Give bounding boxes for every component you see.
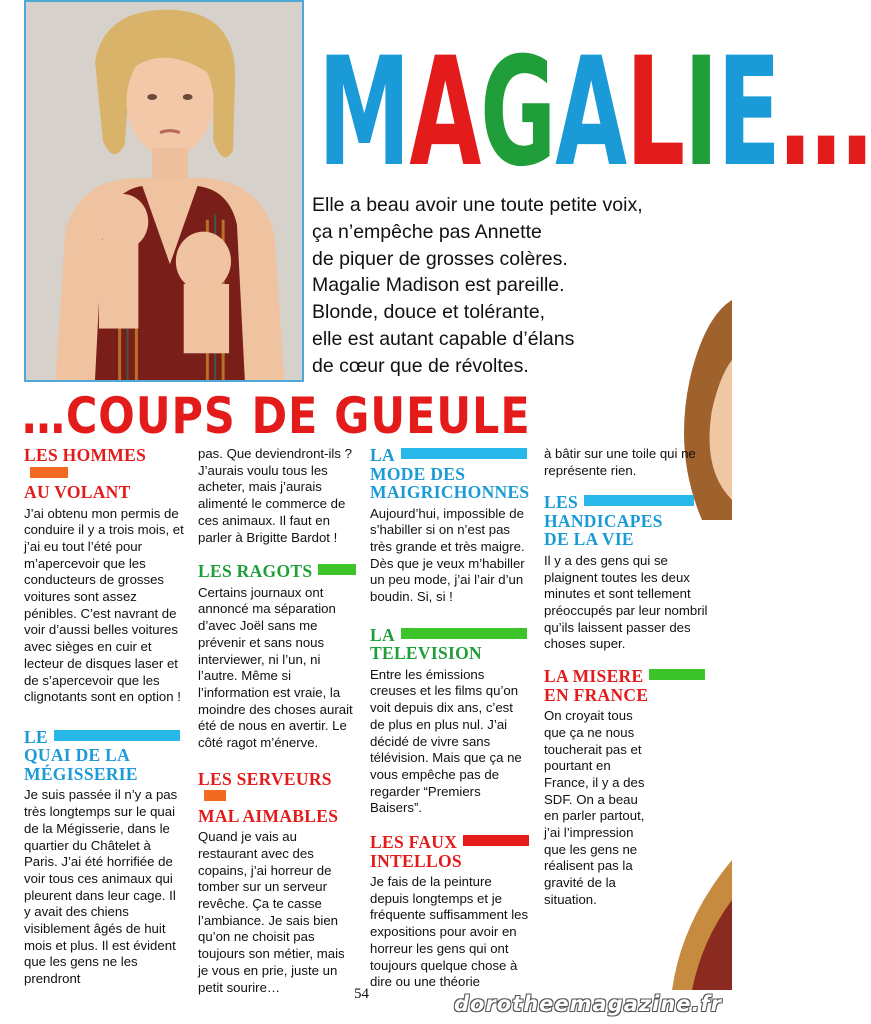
column-1 — [24, 446, 184, 1002]
title-letter: M — [318, 26, 410, 200]
intro-line: Magalie Madison est pareille. — [312, 274, 565, 297]
watermark-text: dorotheemagazine.fr — [453, 992, 722, 1016]
article-text: Il y a des gens qui se plaignent toutes les deux minutes et sont tellement préoccupés par leur nombril qu’ils laissent passer des choses super. — [544, 552, 708, 652]
heading-color-bar — [649, 669, 705, 680]
title-letter: G — [480, 26, 556, 200]
intro-line: de piquer de grosses colères. — [312, 247, 568, 270]
heading-color-bar — [401, 628, 527, 639]
heading-color-bar — [54, 730, 180, 741]
heading-color-bar — [204, 790, 226, 801]
intro-line: Blonde, douce et tolérante, — [312, 301, 546, 324]
intro-line: ça n’empêche pas Annette — [312, 220, 542, 243]
heading-color-bar — [318, 564, 356, 575]
intro-line: elle est autant capable d’élans — [312, 327, 575, 350]
heading-les-hommes-au-volant: LES HOMMES AU VOLANT — [24, 445, 147, 502]
title-letter: I — [683, 26, 718, 200]
heading-color-bar — [584, 495, 694, 506]
article-text: à bâtir sur une toile qui ne représente rien. — [544, 446, 696, 478]
portrait-illustration — [26, 2, 302, 380]
title-letter: … — [779, 26, 871, 200]
heading-color-bar — [30, 467, 68, 478]
heading-quai-de-la-megisserie: LE QUAI DE LA MÉGISSERIE — [24, 728, 184, 784]
section-subtitle: …COUPS DE GUEULE — [22, 387, 531, 445]
intro-line: Elle a beau avoir une toute petite voix, — [312, 194, 643, 216]
column-4 — [544, 446, 709, 923]
article-text: pas. Que deviendront-ils ? J’aurais voulu tous les acheter, mais j’aurais alimenté le commerce de ces animaux. Il faut en parler à Brigitte Bardot ! — [198, 446, 352, 545]
heading-color-bar — [463, 835, 529, 846]
heading-color-bar — [401, 448, 527, 459]
main-title — [318, 26, 871, 200]
article-text: Entre les émissions creuses et les films qu’on voit depuis dix ans, c’est de plus en plus nul. J’ai décidé de vivre sans télévision. Mais que ça ne vous empêche pas de regarder “Premiers Baisers”. — [370, 666, 522, 816]
heading-les-serveurs-mal-aimables: LES SERVEURS MAL AIMABLES — [198, 768, 339, 826]
heading-les-ragots: LES RAGOTS — [198, 562, 358, 581]
article-text: Certains journaux ont annoncé ma séparation d’avec Joël sans me prévenir et sans nous interviewer, ni l’un, ni l’autre. Même si l’information est vraie, la moindre des choses aurait été de nous en avertir. Le côté ragot m’énerve. — [198, 584, 353, 751]
article-text: Aujourd’hui, impossible de s’habiller si on n’est pas très grande et très maigre. Dès que je veux m’habiller un peu mode, j’ai l’air d’un boudin. Si, si ! — [370, 505, 525, 605]
article-text: J’ai obtenu mon permis de conduire il y a trois mois, et j’ai eu tout l’été pour m’apercevoir que les conducteurs de grosses voitures sont assez pénibles. C’est navrant de voir d’aussi belles voitures avec sièges en cuir et lecteur de disques laser et de s’apercevoir que les clignotants sont en option ! — [24, 505, 184, 705]
article-text: Je suis passée il n’y a pas très longtemps sur le quai de la Mégisserie, dans le quartier du Châtelet à Paris. J’ai été horrifiée de voir tous ces animaux qui pleurent dans leur cage. Il y avait des chiens visiblement âgés de huit mois et plus. Il est évident que les gens ne les prendront — [24, 787, 178, 987]
heading-les-handicapes-de-la-vie: LES HANDICAPES DE LA VIE — [544, 493, 709, 549]
page-number: 54 — [354, 986, 369, 1002]
heading-la-mode-des-maigrichonnes: LA MODE DES MAIGRICHONNES — [370, 445, 530, 502]
heading-la-misere-en-france: LA MISERE EN FRANCE — [544, 667, 709, 704]
article-text: Je fais de la peinture depuis longtemps et je fréquente suffisamment les expositions pour avoir en horreur les gens qui ont toujours quelque chose à dire ou une théorie — [370, 874, 529, 990]
article-text: Quand je vais au restaurant avec des copains, j’ai horreur de tomber sur un serveur revêche. Ça te casse l’ambiance. Je sais bien qu’on ne choisit pas toujours son métier, mais je vous en prie, juste un petit sourire… — [198, 829, 345, 995]
intro-line: de cœur que de révoltes. — [312, 354, 529, 377]
title-letter: A — [555, 26, 626, 200]
title-letter: A — [409, 26, 481, 200]
intro-text — [312, 192, 712, 380]
heading-la-television: LA TELEVISION — [370, 626, 530, 663]
title-letter: E — [717, 26, 780, 200]
heading-les-faux-intellos: LES FAUX INTELLOS — [370, 833, 530, 870]
title-letter: L — [625, 26, 684, 200]
article-text: On croyait tous que ça ne nous toucherait pas et pourtant en France, il y a des SDF. On a beau en parler partout, j’ai l’impression que les gens ne réalisent pas la gravité de la situation. — [544, 708, 645, 907]
column-3 — [370, 446, 530, 1005]
column-2 — [198, 446, 358, 1010]
portrait-photo — [24, 0, 304, 382]
